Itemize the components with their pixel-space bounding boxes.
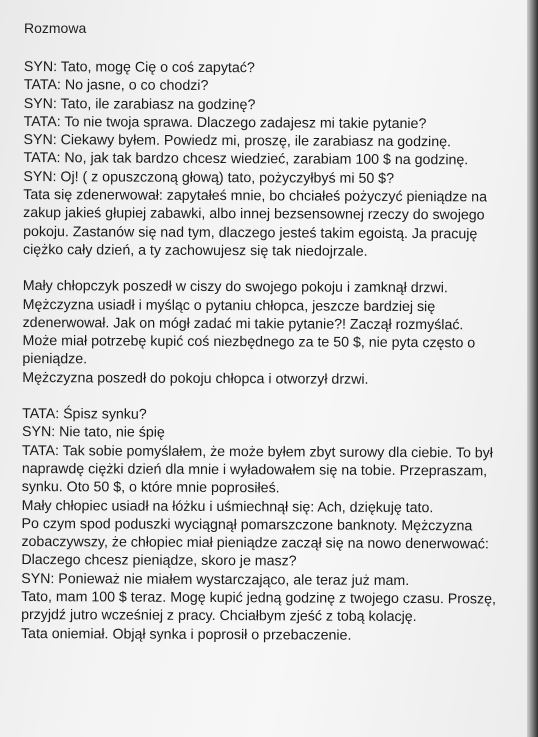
text-line: Może miał potrzebę kupić coś niezbędnego za te 50 $, nie pyta często o bbox=[22, 333, 476, 352]
document-title: Rozmowa bbox=[24, 20, 87, 36]
paragraph bbox=[22, 277, 523, 389]
text-line: TATA: To nie twoja sprawa. Dlaczego zadajesz mi takie pytanie? bbox=[23, 113, 427, 132]
text-line: Dlaczego chcesz pieniądze, skoro je masz? bbox=[21, 552, 297, 570]
text-line: SYN: Ciekawy byłem. Powiedz mi, proszę, ile zarabiasz na godzinę. bbox=[23, 132, 451, 151]
text-line: zdenerwował. Jak on mógł zadać mi takie pytanie?! Zaczął rozmyślać. bbox=[22, 314, 464, 334]
text-line: Mały chłopiec usiadł na łóżku i uśmiechnął się: Ach, dziękuję tato. bbox=[21, 497, 434, 516]
document-body bbox=[21, 58, 524, 646]
paragraph bbox=[23, 58, 524, 262]
text-line: SYN: Oj! ( z opuszczoną głową) tato, pożyczyłbyś mi 50 $? bbox=[23, 168, 395, 187]
text-line: ciężko cały dzień, a ty zachowujesz się tak niedojrzale. bbox=[22, 241, 368, 260]
text-line: Po czym spod poduszki wyciągnął pomarszczone banknoty. Mężczyzna bbox=[21, 515, 473, 535]
text-line: SYN: Tato, ile zarabiasz na godzinę? bbox=[23, 95, 256, 113]
text-line: Mały chłopczyk poszedł w ciszy do swojego pokoju i zamknął drzwi. bbox=[22, 278, 448, 297]
page-edge-shadow bbox=[527, 0, 538, 737]
text-line: zobaczywszy, że chłopiec miał pieniądze zaczął się na nowo denerwować: bbox=[21, 534, 489, 553]
text-line: TATA: No jasne, o co chodzi? bbox=[23, 77, 209, 95]
text-line: pieniądze. bbox=[22, 351, 88, 368]
text-line: Tata się zdenerwował: zapytałeś mnie, bo chciałeś pożyczyć pieniądze na bbox=[23, 187, 488, 206]
text-line: TATA: Śpisz synku? bbox=[22, 406, 147, 423]
text-line: naprawdę ciężki dzień dla mnie i wyładowałem się na tobie. Przepraszam, bbox=[21, 460, 488, 480]
text-line: TATA: No, jak tak bardzo chcesz wiedzieć, zarabiam 100 $ na godzinę. bbox=[23, 150, 469, 169]
text-line: Tata oniemiał. Objął synka i poprosił o przebaczenie. bbox=[20, 625, 352, 644]
text-line: Mężczyzna poszedł do pokoju chłopca i otworzył drzwi. bbox=[22, 369, 369, 388]
text-line: SYN: Nie tato, nie śpię bbox=[21, 424, 165, 442]
text-line: synku. Oto 50 $, o które mnie poprosiłeś. bbox=[21, 479, 280, 497]
text-line: Tato, mam 100 $ teraz. Mogę kupić jedną godzinę z twojego czasu. Proszę, bbox=[21, 589, 496, 608]
text-line: SYN: Ponieważ nie miałem wystarczająco, ale teraz już mam. bbox=[21, 570, 410, 589]
paragraph bbox=[21, 405, 522, 645]
text-line: TATA: Tak sobie pomyślałem, że może byłem zbyt surowy dla ciebie. To był bbox=[21, 442, 493, 462]
text-line: zakup jakieś głupiej zabawki, albo innej bezsensownej rzeczy do swojego bbox=[23, 205, 485, 224]
text-line: SYN: Tato, mogę Cię o coś zapytać? bbox=[23, 58, 255, 77]
text-line: przyjdź jutro wcześniej z pracy. Chciałbym zjeść z tobą kolację. bbox=[21, 607, 417, 626]
text-line: pokoju. Zastanów się nad tym, dlaczego jesteś takim egoistą. Ja pracuję bbox=[23, 223, 478, 243]
text-line: Mężczyzna usiadł i myśląc o pytaniu chłopca, jeszcze bardziej się bbox=[22, 296, 436, 315]
